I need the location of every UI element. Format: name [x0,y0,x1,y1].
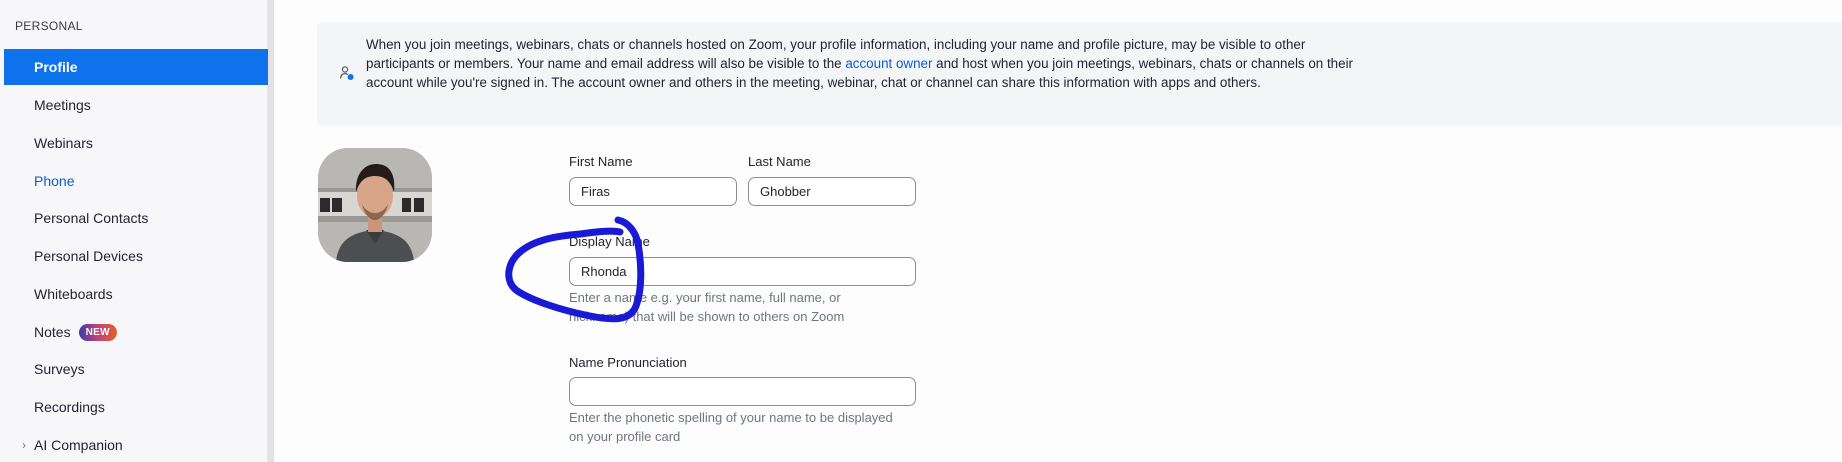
chevron-right-icon[interactable]: › [22,438,26,452]
name-pronunciation-hint: Enter the phonetic spelling of your name to be displayed on your profile card [569,410,893,444]
first-name-input[interactable] [569,177,737,206]
sidebar-item-personal-contacts[interactable] [4,200,268,236]
sidebar-item-label: Profile [34,59,78,75]
sidebar-item-label: Meetings [34,97,91,113]
sidebar-item-whiteboards[interactable] [4,276,268,312]
sidebar-item-label: Surveys [34,361,85,377]
sidebar-item-label: Phone [34,173,75,189]
sidebar-item-profile[interactable] [4,49,268,85]
sidebar-item-personal-devices[interactable] [4,238,268,274]
sidebar-item-label: Webinars [34,135,93,151]
profile-photo [318,148,432,262]
sidebar-scrollbar[interactable] [268,0,274,462]
sidebar-item-webinars[interactable] [4,125,268,161]
name-pronunciation-label: Name Pronunciation [569,355,687,370]
last-name-input[interactable] [748,177,916,206]
privacy-notice-text: When you join meetings, webinars, chats or channels hosted on Zoom, your profile information, including your name and profile picture, may be visible to other participants or members. Your name and email address will also be visible to the account owner and host when you join meetings, webinars, chats or channels on their account while you're signed in. The account owner and others in the meeting, webinar, chat or channel can share this information with apps and others. [366,37,1354,91]
sidebar-item-label: AI Companion [34,437,123,453]
sidebar-section-label: PERSONAL [15,19,83,33]
sidebar-item-label: Whiteboards [34,286,113,302]
sidebar-item-surveys[interactable] [4,351,268,387]
new-badge: NEW [79,324,117,341]
sidebar-item-label: Personal Devices [34,248,143,264]
account-owner-link[interactable]: account owner [845,56,933,72]
sidebar [0,0,268,462]
display-name-label: Display Name [569,234,650,249]
sidebar-item-phone[interactable] [4,163,268,199]
display-name-hint: Enter a name e.g. your first name, full name, or nickname) that will be shown to others on Zoom [569,290,845,324]
sidebar-item-notes[interactable] [4,314,268,350]
sidebar-item-recordings[interactable] [4,389,268,425]
name-pronunciation-input[interactable] [569,377,916,406]
display-name-input[interactable] [569,257,916,286]
first-name-label: First Name [569,154,633,169]
sidebar-item-label: Notes [34,324,71,340]
last-name-label: Last Name [748,154,811,169]
privacy-notice [317,22,1842,126]
user-privacy-icon [339,65,355,81]
sidebar-item-ai-companion[interactable] [4,427,268,462]
avatar[interactable] [318,148,432,262]
sidebar-item-meetings[interactable] [4,87,268,123]
sidebar-item-label: Personal Contacts [34,210,149,226]
sidebar-item-label: Recordings [34,399,105,415]
